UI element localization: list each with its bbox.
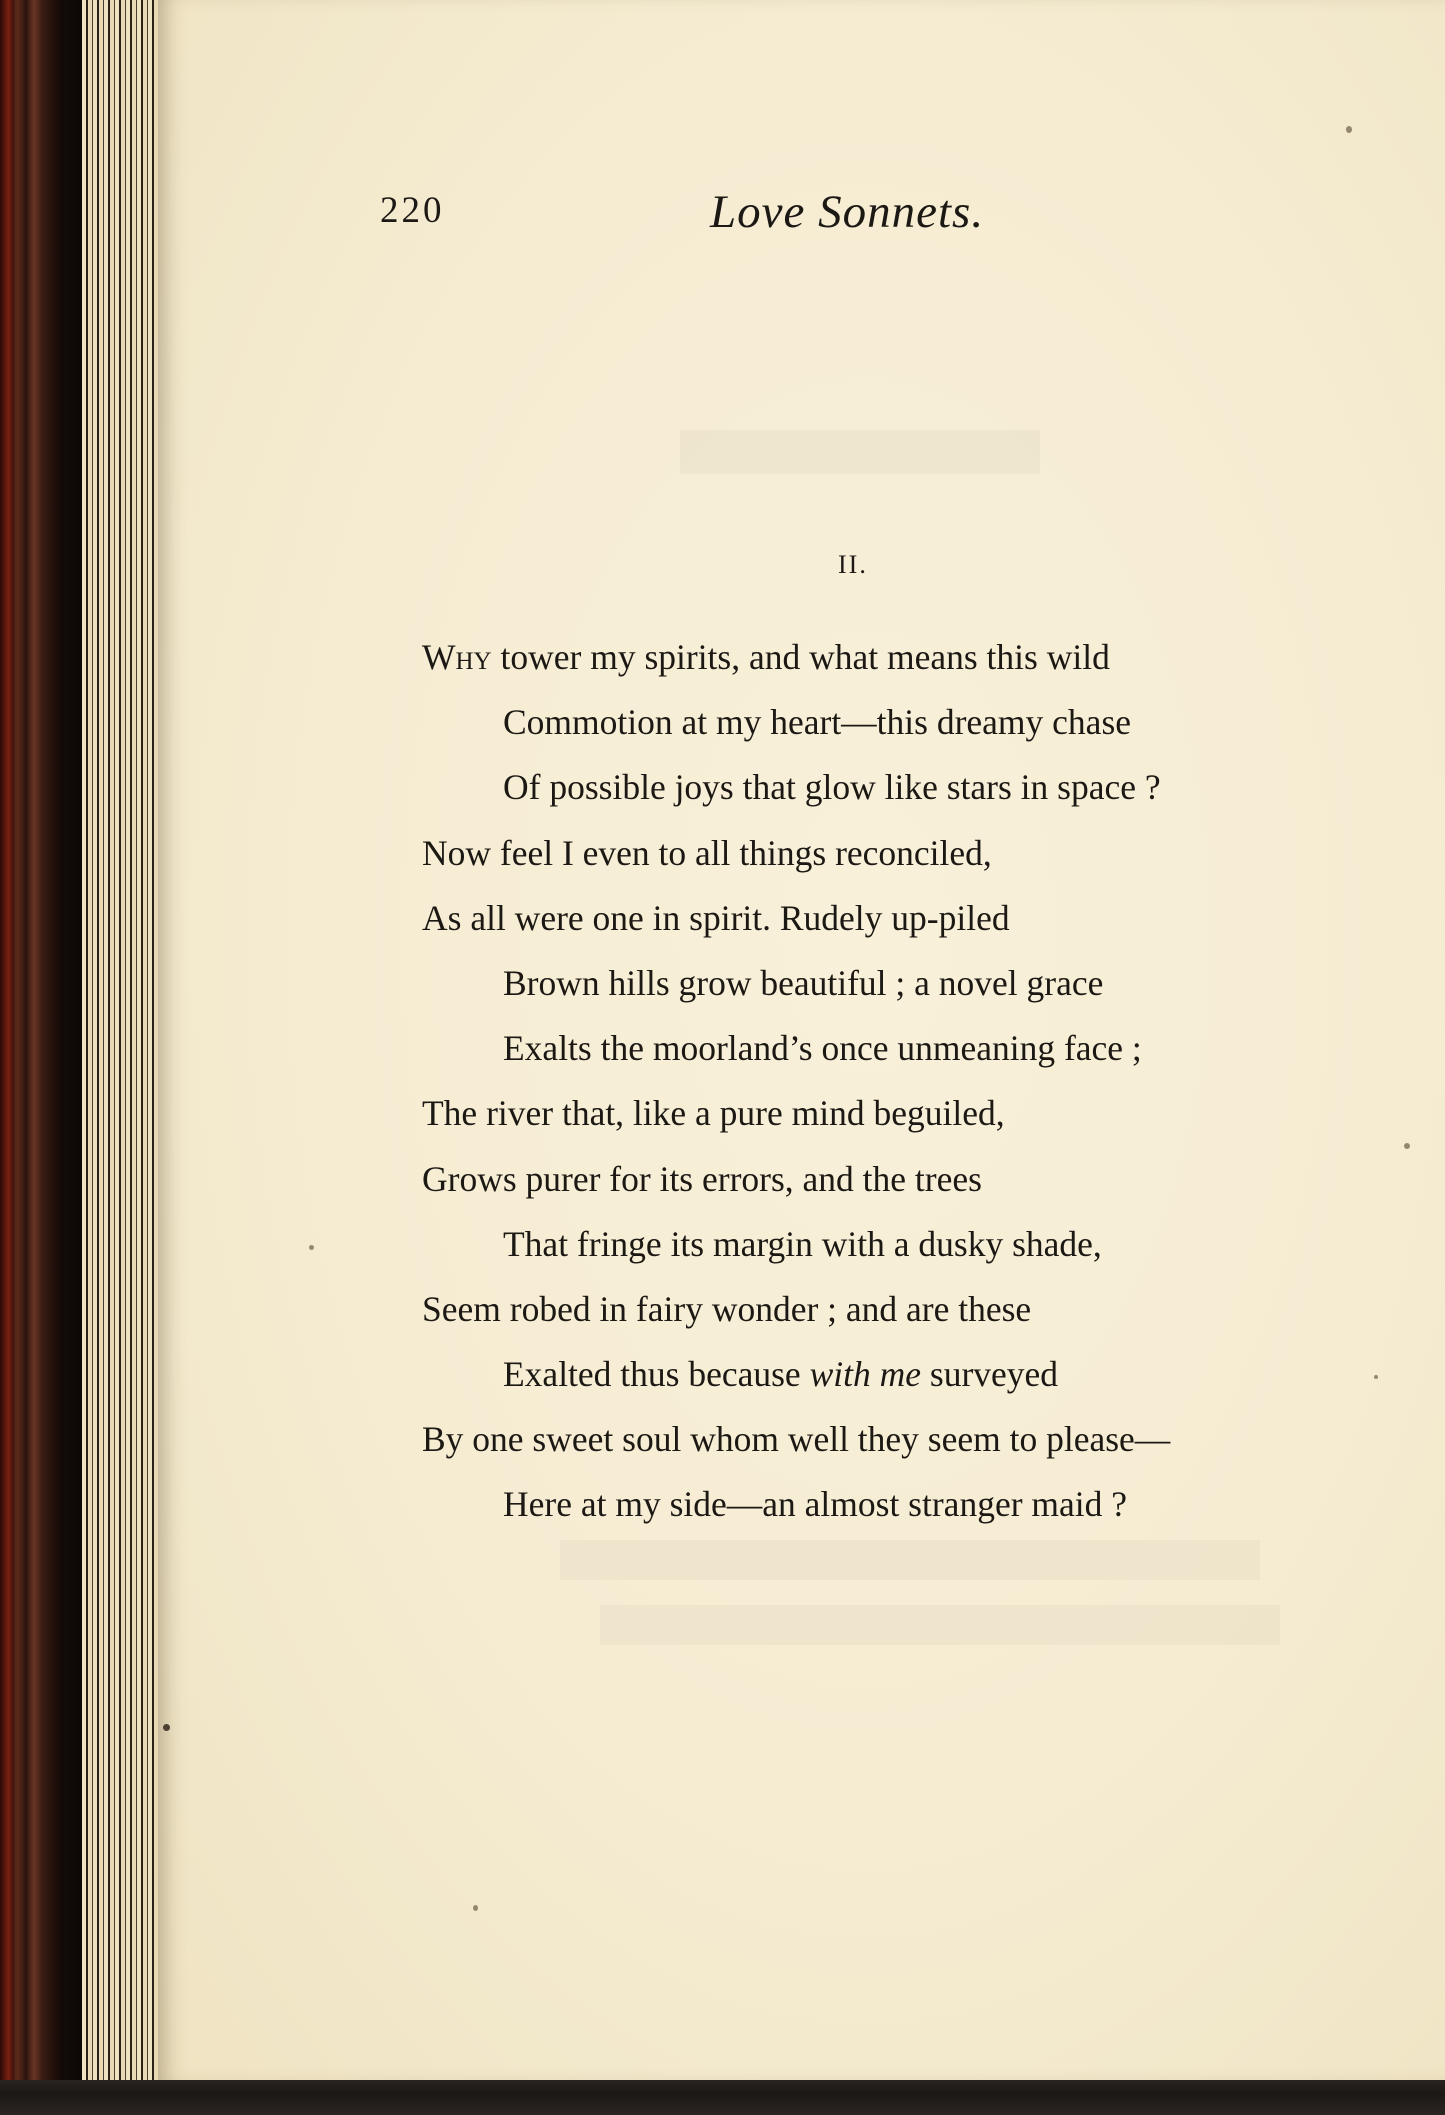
sonnet-text [422, 630, 1322, 1543]
poem-line: As all were one in spirit. Rudely up-piled [422, 897, 1010, 938]
paper-speck [1374, 1375, 1378, 1379]
poem-line: Brown hills grow beautiful ; a novel grace [503, 962, 1104, 1003]
poem-line: That fringe its margin with a dusky shade, [503, 1223, 1102, 1264]
opening-word: Why [422, 637, 492, 677]
poem-line: By one sweet soul whom well they seem to please— [422, 1419, 1171, 1460]
poem-line [422, 1347, 1322, 1412]
paper-speck [163, 1724, 170, 1731]
paper-speck [473, 1905, 478, 1911]
poem-line: Commotion at my heart—this dreamy chase [503, 702, 1132, 743]
paper-speck [1404, 1143, 1410, 1149]
spine-edge [0, 0, 14, 2115]
sonnet-number: II. [838, 550, 868, 579]
page-edges [82, 0, 162, 2085]
line-text: Exalted thus because [503, 1354, 810, 1395]
poem-line: Exalts the moorland’s once unmeaning face ; [503, 1028, 1142, 1069]
poem-line: Grows purer for its errors, and the trees [422, 1158, 982, 1199]
scanner-bottom-edge [0, 2080, 1445, 2115]
italic-phrase: with me [809, 1354, 922, 1395]
poem-line: Now feel I even to all things reconciled, [422, 832, 992, 873]
poem-line [422, 630, 1322, 695]
running-head [380, 185, 1020, 245]
poem-line: Seem robed in fairy wonder ; and are these [422, 1288, 1032, 1329]
line-text: surveyed [921, 1354, 1059, 1395]
line-text: tower my spirits, and what means this wild [491, 637, 1110, 677]
poem-line: The river that, like a pure mind beguiled, [422, 1093, 1005, 1134]
page-number: 220 [380, 190, 445, 231]
poem-line: Of possible joys that glow like stars in space ? [503, 767, 1161, 808]
running-title: Love Sonnets. [710, 186, 985, 238]
paper-speck [1346, 126, 1352, 133]
paper-speck [309, 1245, 314, 1250]
poem-line: Here at my side—an almost stranger maid ? [503, 1484, 1128, 1525]
